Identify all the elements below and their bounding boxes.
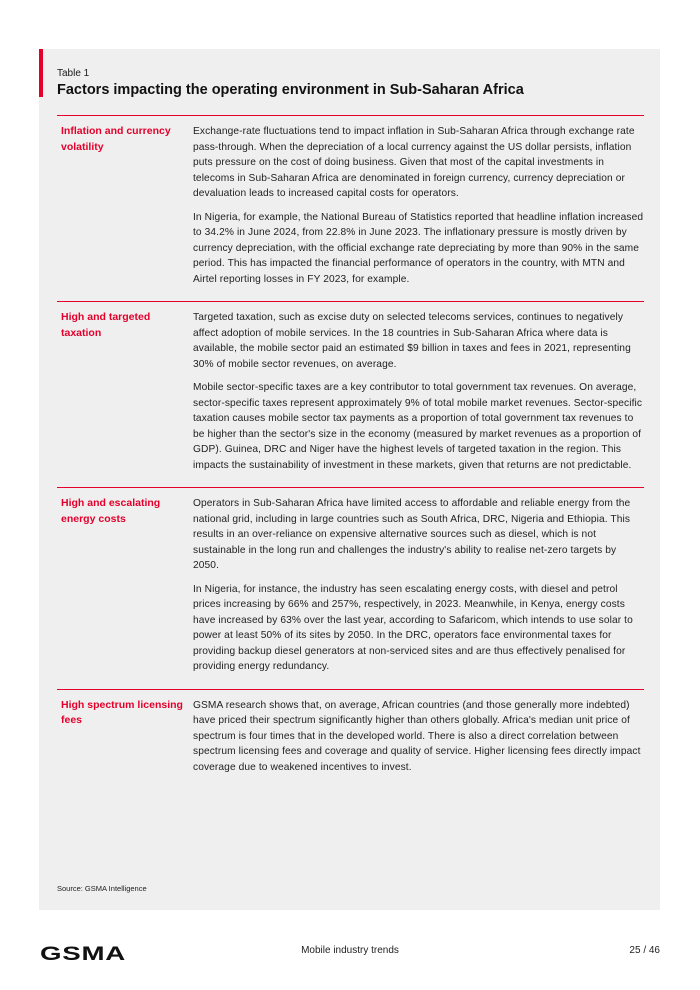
row-body [193, 310, 644, 481]
row-heading: High and targeted taxation [61, 311, 151, 339]
row-body [193, 698, 644, 784]
page-current: 25 [629, 945, 641, 956]
gsma-logo-text: GSMA [40, 944, 126, 962]
title-accent-bar [39, 49, 43, 97]
row-paragraph: Mobile sector-specific taxes are a key contributor to total government tax revenues. On average, sector-specific taxes represent approximately 9% of total mobile market revenues. Sector-specific taxation causes mobile sector tax payments as a proportion of total government tax revenues to be higher than the sector's size in the economy (measured by market revenues as a proportion of GDP). Guinea, DRC and Niger have the highest levels of targeted taxation in the region. This impacts the sustainability of investment in these markets, given that returns are not predictable. [193, 382, 643, 471]
page-number [629, 945, 660, 956]
table-row [57, 689, 644, 790]
row-body [193, 496, 644, 683]
table-row [57, 487, 644, 689]
page-separator: / [643, 945, 647, 956]
table-row [57, 301, 644, 487]
row-paragraph: In Nigeria, for example, the National Bureau of Statistics reported that headline inflation increased to 34.2% in June 2024, from 22.8% in June 2023. The inflationary pressure is mostly driven by currency depreciation, with the official exchange rate depreciating by more than 90% in the same period. This has impacted the financial performance of operators in the country, with MTN and Airtel reporting losses in FY 2023, for example. [193, 211, 644, 285]
footer-title: Mobile industry trends [301, 945, 399, 956]
row-paragraph: Targeted taxation, such as excise duty on selected telecoms services, continues to negatively affect adoption of mobile services. In the 18 countries in Sub-Saharan Africa where data is available, the mobile sector paid an estimated $9 billion in taxes and fees in 2021, representing 30% of mobile sector revenues, on average. [193, 312, 631, 370]
table-label: Table 1 [57, 68, 90, 79]
factors-table [57, 115, 644, 789]
page-total: 46 [648, 945, 660, 956]
row-heading: Inflation and currency volatility [61, 125, 171, 153]
row-paragraph: Exchange-rate fluctuations tend to impact inflation in Sub-Saharan Africa through exchange rate pass-through. When the depreciation of a local currency against the US dollar persists, inflation puts pressure on the cost of doing business. Given that most of the capital investments in telecoms in Sub-Saharan Africa are denominated in foreign currency, currency depreciation or devaluation leads to increased capital costs for operators. [193, 126, 635, 199]
table-row [57, 115, 644, 301]
row-heading: High and escalating energy costs [61, 497, 161, 525]
row-body [193, 124, 644, 295]
row-paragraph: GSMA research shows that, on average, African countries (and those generally more indebted) have priced their spectrum significantly higher than others globally. Africa's median unit price of spectrum is four times that in the developed world. There is also a direct correlation between spectrum licensing fees and coverage and quality of service. Higher licensing fees directly impact coverage due to weakened incentives to invest. [193, 699, 641, 773]
row-paragraph: In Nigeria, for instance, the industry has seen escalating energy costs, with diesel and petrol prices increasing by 66% and 257%, respectively, in 2023. Meanwhile, in Kenya, energy costs have increased by 63% over the last year, according to Safaricom, which intends to use solar to power at least 50% of its sites by 2050. In the DRC, operators face environmental taxes for providing backup diesel generators at non-serviced sites and are thus effectively penalised for providing energy redundancy. [193, 583, 633, 672]
row-heading: High spectrum licensing fees [61, 698, 183, 726]
row-paragraph: Operators in Sub-Saharan Africa have limited access to affordable and reliable energy from the national grid, including in large countries such as South Africa, DRC, Nigeria and Ethiopia. This results in an over-reliance on expensive alternative sources such as diesel, which is not sustainable in the long run and challenges the industry's ability to realise net-zero targets by 2050. [193, 498, 631, 571]
table-title: Factors impacting the operating environment in Sub-Saharan Africa [57, 82, 524, 98]
source-note: Source: GSMA Intelligence [57, 884, 147, 893]
